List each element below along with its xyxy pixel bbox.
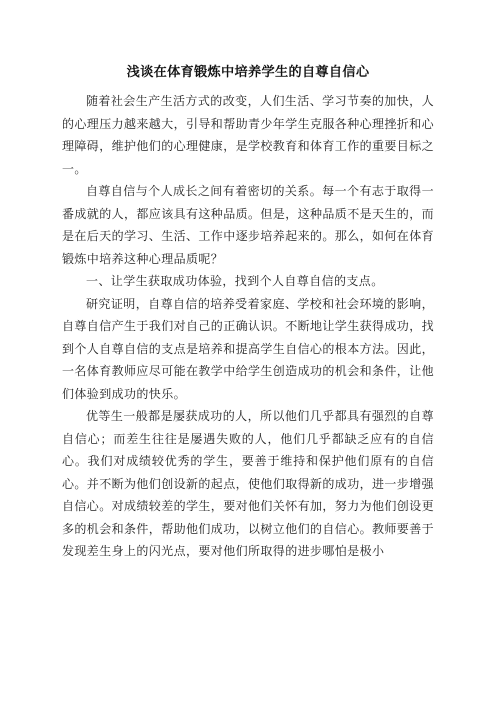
paragraph-intro: 随着社会生产生活方式的改变，人们生活、学习节奏的加快，人的心理压力越来越大，引导和帮助青少年学生克服各种心理挫折和心理障碍，维护他们的心理健康，是学校教育和体育工作的重要目标之一。 [62,94,435,176]
document-title: 浅谈在体育锻炼中培养学生的自尊自信心 [126,65,370,80]
document-page [62,62,434,563]
section-heading-1: 一、让学生获取成功体验，找到个人自尊自信的支点。 [86,274,384,288]
paragraph-relationship: 自尊自信与个人成长之间有着密切的关系。每一个有志于取得一番成就的人，都应该具有这种品质。但是，这种品质不是天生的，而是在后天的学习、生活、工作中逐步培养起来的。那么，如何在体育锻炼中培养这种心理品质呢？ [62,184,435,266]
paragraph-research: 研究证明，自尊自信的培养受着家庭、学校和社会环境的影响，自尊自信产生于我们对自己的正确认识。不断地让学生获得成功，找到个人自尊自信的支点是培养和提高学生自信心的根本方法。因此，一名体育教师应尽可能在教学中给学生创造成功的机会和条件，让他们体验到成功的快乐。 [62,296,435,401]
paragraph-students: 优等生一般都是屡获成功的人，所以他们几乎都具有强烈的自尊自信心；而差生往往是屡遇失败的人，他们几乎都缺乏应有的自信心。我们对成绩较优秀的学生，要善于维持和保护他们原有的自信心。并不断为他们创设新的起点，使他们取得新的成功，进一步增强自信心。对成绩较差的学生，要对他们关怀有加，努力为他们创设更多的机会和条件，帮助他们成功，以树立他们的自信心。教师要善于发现差生身上的闪光点，要对他们所取得的进步哪怕是极小 [62,409,435,558]
